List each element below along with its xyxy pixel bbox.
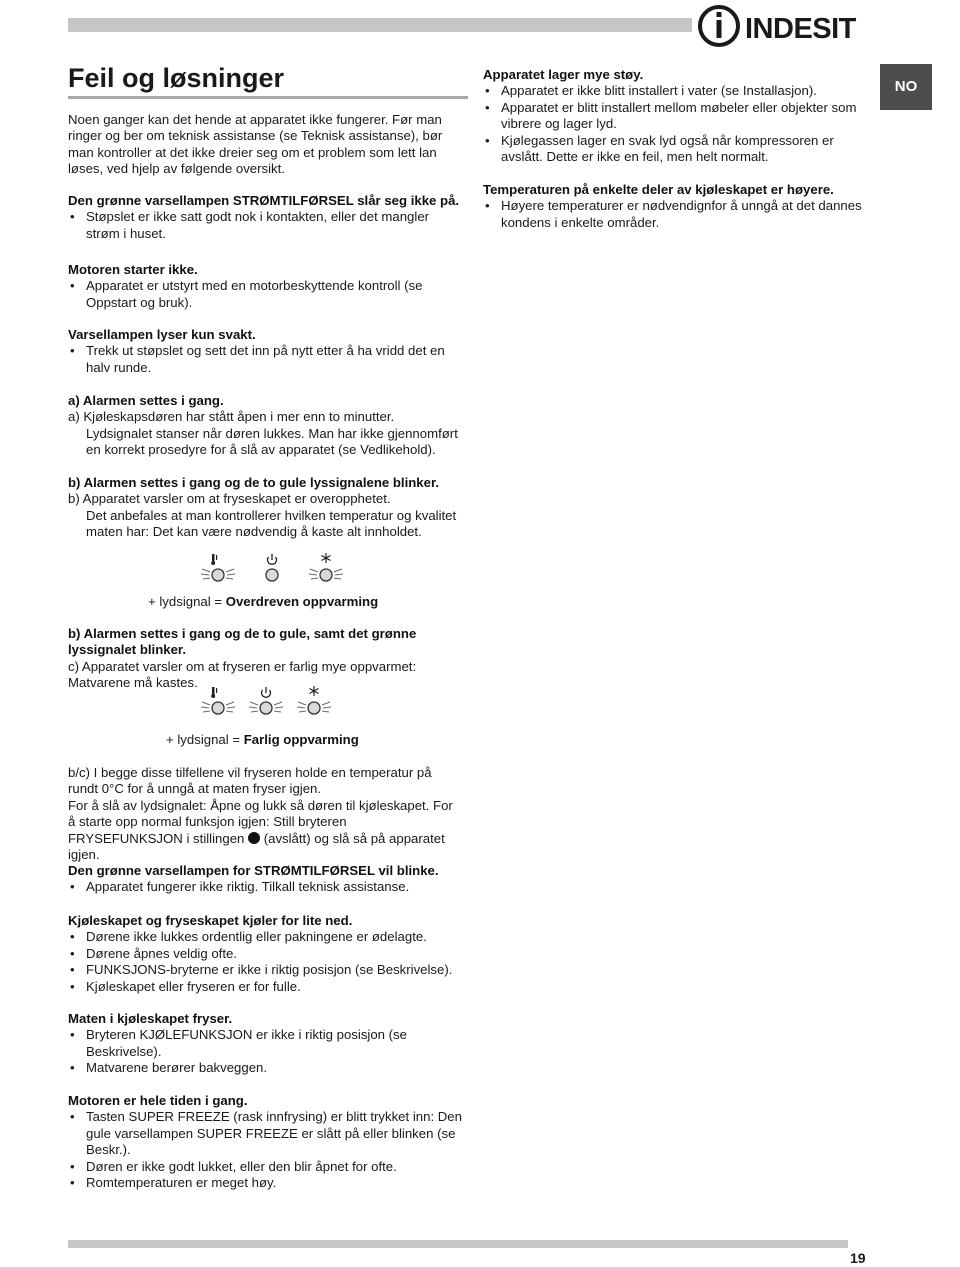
section-food-freezes — [68, 1011, 463, 1077]
list-item: • Apparatet er utstyrt med en motorbeskyttende kontroll (se Oppstart og bruk). — [68, 278, 463, 311]
thermometer-warning-icon — [198, 553, 238, 587]
section-heading: Temperaturen på enkelte deler av kjøleskapet er høyere. — [483, 182, 834, 197]
section-heading: Den grønne varsellampen for STRØMTILFØRSEL vil blinke. — [68, 863, 439, 878]
lamp-caption — [166, 732, 359, 748]
section-heading: Varsellampen lyser kun svakt. — [68, 327, 256, 342]
list-item: • Kjøleskapet eller fryseren er for fulle. — [68, 979, 463, 995]
indicator-lamps-row — [198, 553, 346, 587]
off-position-dot-icon — [248, 832, 260, 844]
snowflake-icon — [306, 553, 346, 587]
thermometer-warning-icon — [198, 686, 238, 720]
list-item: • Apparatet fungerer ikke riktig. Tilkall teknisk assistanse. — [68, 879, 463, 895]
list-item: • Døren er ikke godt lukket, eller den blir åpnet for ofte. — [68, 1159, 463, 1175]
section-heading: Motoren er hele tiden i gang. — [68, 1093, 248, 1108]
list-item: • Matvarene berører bakveggen. — [68, 1060, 463, 1076]
lamp-caption — [148, 594, 378, 610]
section-weak-lamp — [68, 327, 463, 376]
power-icon — [252, 553, 292, 587]
section-heading: Maten i kjøleskapet fryser. — [68, 1011, 233, 1026]
caption-prefix: + lydsignal = — [148, 594, 223, 609]
section-temperature — [483, 182, 878, 231]
caption-meaning: Overdreven oppvarming — [225, 594, 379, 609]
footer-bar — [68, 1240, 848, 1248]
section-power-lamp — [68, 193, 463, 242]
list-item: • Kjølegassen lager en svak lyd også når kompressoren er avslått. Dette er ikke en feil, men helt normalt. — [483, 133, 878, 166]
body-text: b) Apparatet varsler om at fryseskapet er overopphetet. — [68, 491, 391, 507]
section-heading: Den grønne varsellampen STRØMTILFØRSEL slår seg ikke på. — [68, 193, 460, 208]
section-heading: b) Alarmen settes i gang og de to gule, samt det grønne lyssignalet blinker. — [68, 626, 417, 658]
svg-text:INDESIT: INDESIT — [745, 13, 856, 45]
page-number: 19 — [850, 1250, 866, 1266]
body-text: Lydsignalet stanser når døren lukkes. Man har ikke gjennomført en korrekt prosedyre for å slå av apparatet (se Vedlikehold). — [86, 425, 458, 458]
list-item: • Apparatet er blitt installert mellom møbeler eller objekter som vibrere og lager lyd. — [483, 100, 878, 133]
list-item: • Høyere temperaturer er nødvendignfor å unngå at det dannes kondens i enkelte områder. — [483, 198, 878, 231]
list-item: • Romtemperaturen er meget høy. — [68, 1175, 463, 1191]
list-item: • Apparatet er ikke blitt installert i vater (se Installasjon). — [483, 83, 878, 99]
section-motor-running — [68, 1093, 463, 1191]
list-item: • FUNKSJONS-bryterne er ikke i riktig posisjon (se Beskrivelse). — [68, 962, 463, 978]
list-item: • Dørene ikke lukkes ordentlig eller pakningene er ødelagte. — [68, 929, 463, 945]
section-heading: Kjøleskapet og fryseskapet kjøler for lite ned. — [68, 913, 353, 928]
indesit-logo — [697, 2, 877, 52]
body-text-part: For å slå av lydsignalet: Åpne og lukk så døren til kjøleskapet. For å starte opp normal funksjon igjen: Still bryteren FRYSEFUNKSJON i stillingen — [68, 797, 453, 846]
power-icon — [246, 686, 286, 720]
body-text: Det anbefales at man kontrollerer hvilken temperatur og kvalitet maten har: Det kan være nødvendig å kaste alt innholdet. — [86, 507, 457, 540]
section-alarm-b — [68, 475, 463, 541]
section-heading: b) Alarmen settes i gang og de to gule lyssignalene blinker. — [68, 475, 440, 490]
indicator-lamps-row — [198, 686, 334, 720]
section-alarm-bc — [68, 626, 463, 692]
list-item: • Tasten SUPER FREEZE (rask innfrysing) er blitt trykket inn: Den gule varsellampen SUPER FREEZE er slått på eller blinken (se Beskr.). — [68, 1109, 463, 1158]
language-tab: NO — [880, 64, 932, 110]
list-item: • Dørene åpnes veldig ofte. — [68, 946, 463, 962]
snowflake-icon — [294, 686, 334, 720]
section-cooling-low — [68, 913, 463, 995]
section-heading: Apparatet lager mye støy. — [483, 67, 644, 82]
section-motor-start — [68, 262, 463, 311]
list-item: • Trekk ut støpslet og sett det inn på nytt etter å ha vridd det en halv runde. — [68, 343, 463, 376]
body-text-part: (avslått) og slå så på apparatet igjen. — [68, 830, 445, 863]
body-text: b/c) I begge disse tilfellene vil fryseren holde en temperatur på rundt 0°C for å unngå at maten fryser igjen. — [68, 765, 432, 797]
intro-text: Noen ganger kan det hende at apparatet ikke fungerer. Før man ringer og ber om teknisk assistanse (se Teknisk assistanse), bør man kontroller at det ikke dreier seg om et problem som lett lan løses, ved hjelp av følgende oversikt. — [68, 112, 443, 177]
body-text: c) Apparatet varsler om at fryseren er farlig mye oppvarmet: Matvarene må kastes. — [68, 658, 417, 691]
list-item: • Støpslet er ikke satt godt nok i kontakten, eller det mangler strøm i huset. — [68, 209, 463, 242]
section-bc-info — [68, 765, 463, 863]
list-item: • Bryteren KJØLEFUNKSJON er ikke i riktig posisjon (se Beskrivelse). — [68, 1027, 463, 1060]
caption-prefix: + lydsignal = — [166, 732, 241, 747]
body-text: a) Kjøleskapsdøren har stått åpen i mer enn to minutter. — [68, 409, 395, 425]
section-heading: Motoren starter ikke. — [68, 262, 198, 277]
header-bar — [68, 18, 692, 32]
section-alarm-a — [68, 393, 463, 459]
caption-meaning: Farlig oppvarming — [243, 732, 359, 747]
page-title: Feil og løsninger — [68, 62, 468, 99]
section-power-blink — [68, 863, 463, 896]
section-heading: a) Alarmen settes i gang. — [68, 393, 224, 408]
section-noise — [483, 67, 878, 165]
body-text — [68, 798, 463, 864]
